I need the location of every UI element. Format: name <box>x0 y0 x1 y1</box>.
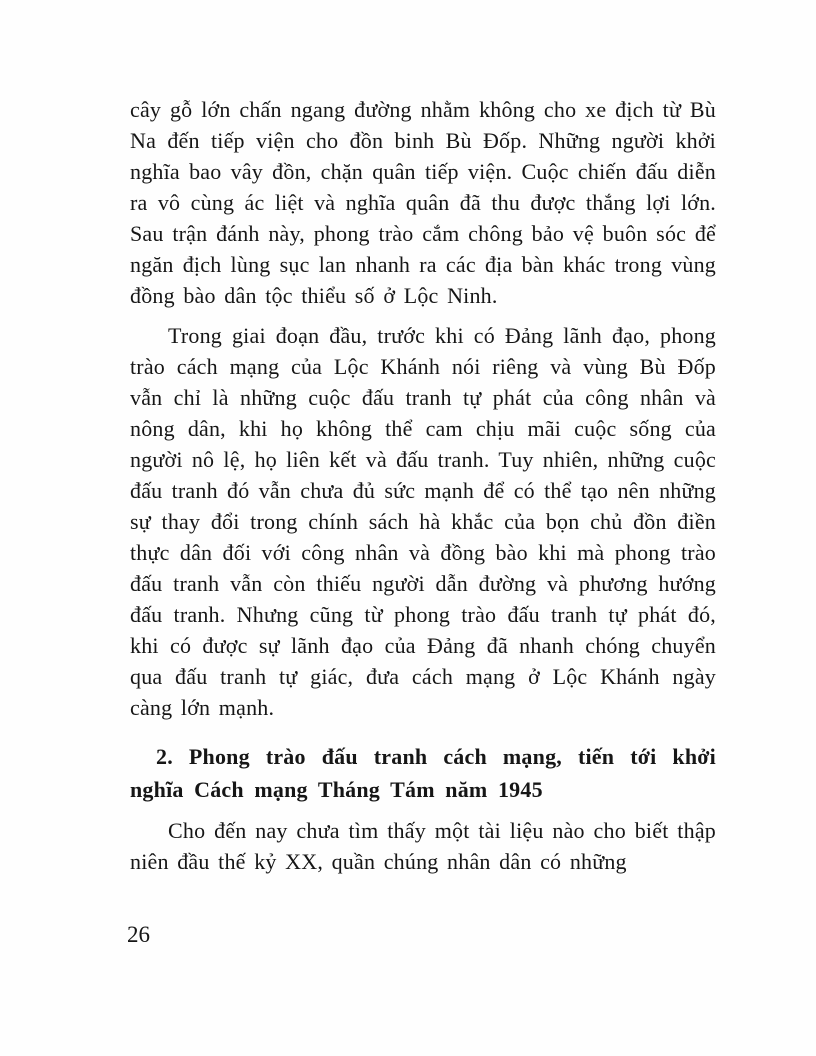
paragraph-continuation: cây gỗ lớn chấn ngang đường nhằm không cho xe địch từ Bù Na đến tiếp viện cho đồn binh Bù Đốp. Những người khởi nghĩa bao vây đồn, chặn quân tiếp viện. Cuộc chiến đấu diễn ra vô cùng ác liệt và nghĩa quân đã thu được thắng lợi lớn. Sau trận đánh này, phong trào cắm chông bảo vệ buôn sóc để ngăn địch lùng sục lan nhanh ra các địa bàn khác trong vùng đồng bào dân tộc thiểu số ở Lộc Ninh. <box>130 97 716 308</box>
section-heading: 2. Phong trào đấu tranh cách mạng, tiến tới khởi nghĩa Cách mạng Tháng Tám năm 1945 <box>130 744 716 802</box>
page-number: 26 <box>127 922 150 947</box>
page-text-block <box>130 94 716 877</box>
paragraph: Trong giai đoạn đầu, trước khi có Đảng lãnh đạo, phong trào cách mạng của Lộc Khánh nói riêng và vùng Bù Đốp vẫn chỉ là những cuộc đấu tranh tự phát của công nhân và nông dân, khi họ không thể cam chịu mãi cuộc sống của người nô lệ, họ liên kết và đấu tranh. Tuy nhiên, những cuộc đấu tranh đó vẫn chưa đủ sức mạnh để có thể tạo nên những sự thay đổi trong chính sách hà khắc của bọn chủ đồn điền thực dân đối với công nhân và đồng bào khi mà phong trào đấu tranh vẫn còn thiếu người dẫn đường và phương hướng đấu tranh. Nhưng cũng từ phong trào đấu tranh tự phát đó, khi có được sự lãnh đạo của Đảng đã nhanh chóng chuyển qua đấu tranh tự giác, đưa cách mạng ở Lộc Khánh ngày càng lớn mạnh. <box>130 323 716 720</box>
paragraph: Cho đến nay chưa tìm thấy một tài liệu nào cho biết thập niên đầu thế kỷ XX, quần chúng nhân dân có những <box>130 818 716 874</box>
